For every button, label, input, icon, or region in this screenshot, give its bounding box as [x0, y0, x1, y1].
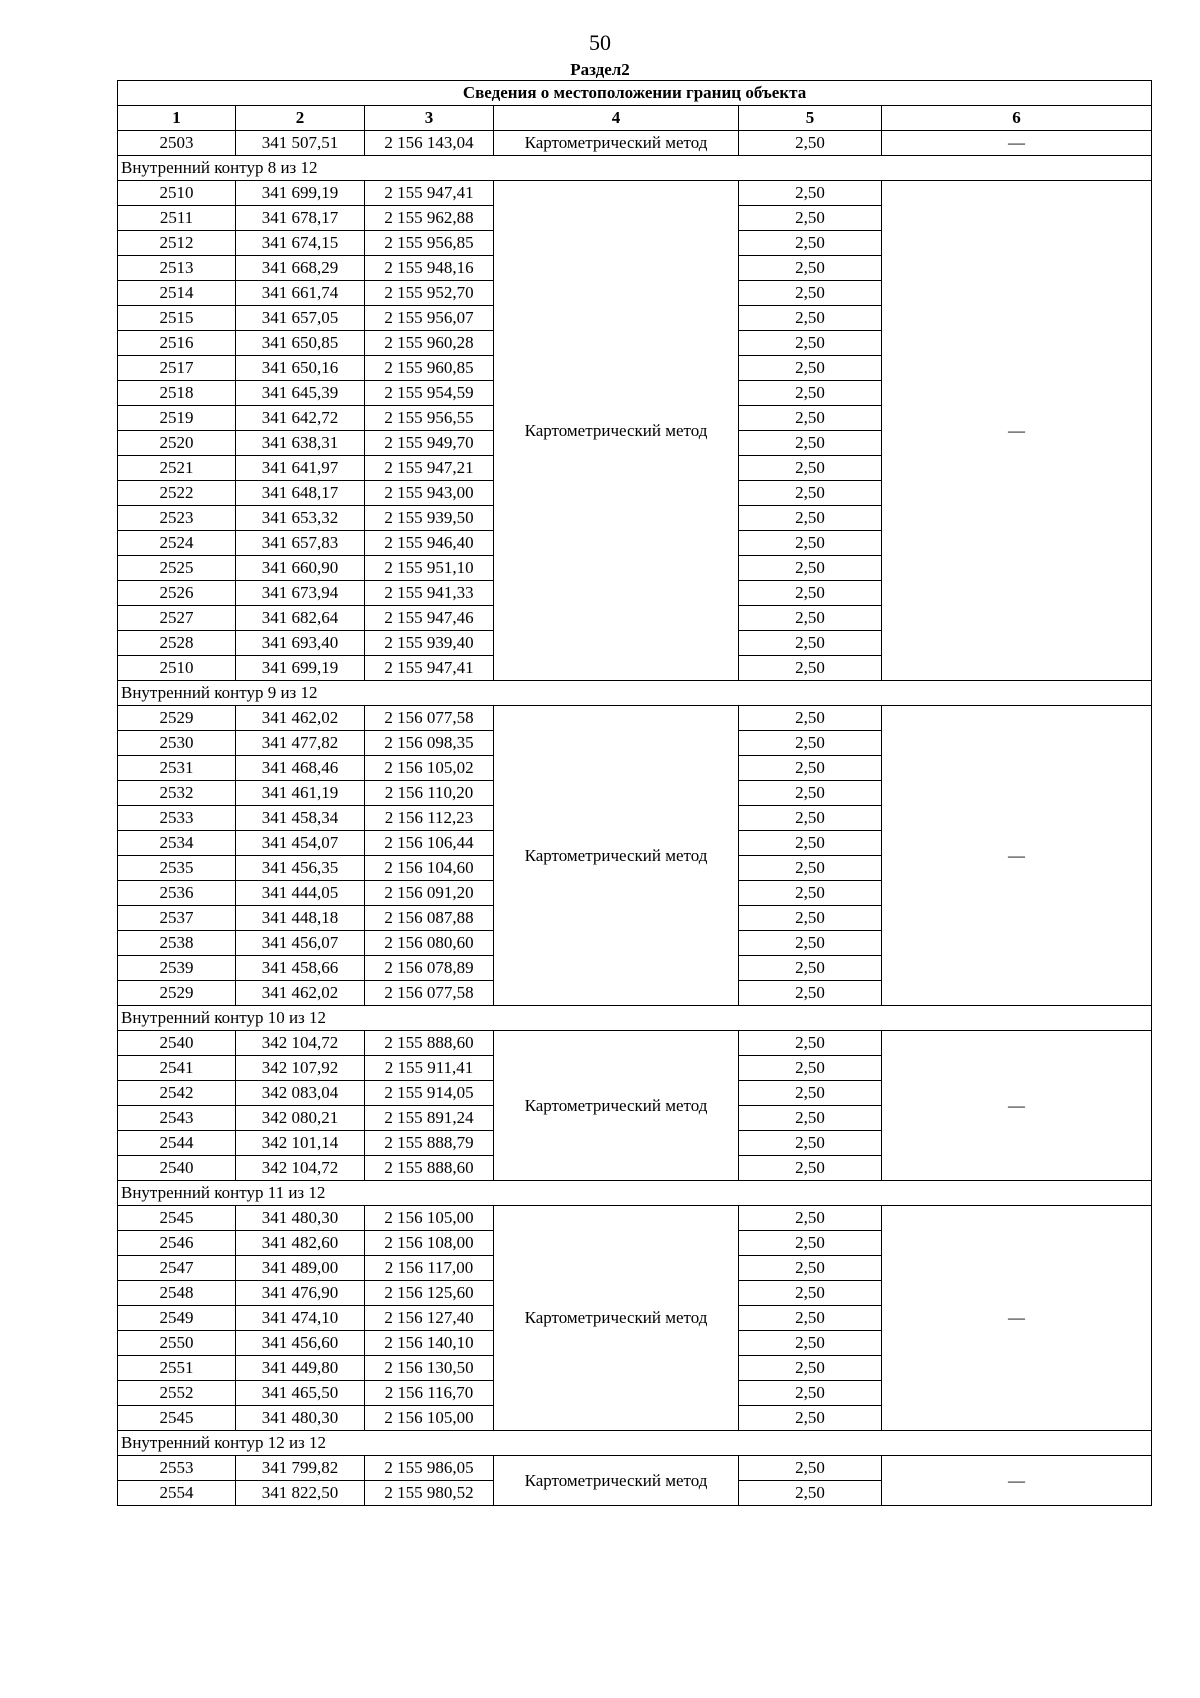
coordinate-y: 2 156 116,70: [365, 1381, 494, 1406]
point-number: 2542: [118, 1081, 236, 1106]
coordinate-y: 2 156 112,23: [365, 806, 494, 831]
point-number: 2533: [118, 806, 236, 831]
dash-cell: —: [882, 1031, 1152, 1181]
precision-value: 2,50: [739, 481, 882, 506]
precision-value: 2,50: [739, 1406, 882, 1431]
coordinate-x: 341 650,85: [236, 331, 365, 356]
dash-cell: —: [882, 1456, 1152, 1506]
point-number: 2517: [118, 356, 236, 381]
coordinate-y: 2 156 080,60: [365, 931, 494, 956]
precision-value: 2,50: [739, 1256, 882, 1281]
dash-cell: —: [882, 131, 1152, 156]
precision-value: 2,50: [739, 1381, 882, 1406]
table-row: [118, 1456, 1152, 1481]
dash-cell: —: [882, 706, 1152, 1006]
precision-value: 2,50: [739, 956, 882, 981]
coordinate-x: 341 477,82: [236, 731, 365, 756]
coordinate-x: 341 462,02: [236, 981, 365, 1006]
coordinate-x: 341 489,00: [236, 1256, 365, 1281]
coordinate-y: 2 156 130,50: [365, 1356, 494, 1381]
coordinate-x: 342 104,72: [236, 1031, 365, 1056]
coordinate-x: 341 449,80: [236, 1356, 365, 1381]
coordinate-y: 2 156 108,00: [365, 1231, 494, 1256]
coordinate-x: 341 461,19: [236, 781, 365, 806]
point-number: 2513: [118, 256, 236, 281]
column-header: 3: [365, 106, 494, 131]
precision-value: 2,50: [739, 881, 882, 906]
coordinate-x: 341 465,50: [236, 1381, 365, 1406]
precision-value: 2,50: [739, 1156, 882, 1181]
coordinate-x: 342 107,92: [236, 1056, 365, 1081]
coordinate-x: 341 682,64: [236, 606, 365, 631]
coordinate-x: 341 645,39: [236, 381, 365, 406]
coordinate-x: 341 642,72: [236, 406, 365, 431]
precision-value: 2,50: [739, 406, 882, 431]
point-number: 2552: [118, 1381, 236, 1406]
point-number: 2516: [118, 331, 236, 356]
coordinate-x: 341 454,07: [236, 831, 365, 856]
coordinate-y: 2 155 948,16: [365, 256, 494, 281]
point-number: 2548: [118, 1281, 236, 1306]
coordinate-y: 2 155 960,28: [365, 331, 494, 356]
precision-value: 2,50: [739, 131, 882, 156]
point-number: 2540: [118, 1156, 236, 1181]
contour-title: Внутренний контур 10 из 12: [118, 1006, 1152, 1031]
column-header: 1: [118, 106, 236, 131]
table-row: [118, 706, 1152, 731]
coordinate-y: 2 155 952,70: [365, 281, 494, 306]
point-number: 2528: [118, 631, 236, 656]
contour-header-row: [118, 1181, 1152, 1206]
coordinate-x: 341 678,17: [236, 206, 365, 231]
point-number: 2540: [118, 1031, 236, 1056]
coordinate-y: 2 155 914,05: [365, 1081, 494, 1106]
precision-value: 2,50: [739, 931, 882, 956]
column-header: 4: [494, 106, 739, 131]
point-number: 2549: [118, 1306, 236, 1331]
coordinate-x: 341 657,83: [236, 531, 365, 556]
coordinate-y: 2 155 911,41: [365, 1056, 494, 1081]
coordinate-x: 341 822,50: [236, 1481, 365, 1506]
table-caption: Сведения о местоположении границ объекта: [118, 81, 1152, 106]
point-number: 2550: [118, 1331, 236, 1356]
coordinate-y: 2 156 104,60: [365, 856, 494, 881]
contour-header-row: [118, 681, 1152, 706]
coordinate-x: 341 799,82: [236, 1456, 365, 1481]
precision-value: 2,50: [739, 1131, 882, 1156]
coordinate-x: 342 104,72: [236, 1156, 365, 1181]
dash-cell: —: [882, 1206, 1152, 1431]
coordinate-y: 2 155 954,59: [365, 381, 494, 406]
table-body: [118, 81, 1152, 1506]
point-number: 2537: [118, 906, 236, 931]
coordinate-x: 341 660,90: [236, 556, 365, 581]
coordinate-y: 2 156 098,35: [365, 731, 494, 756]
precision-value: 2,50: [739, 731, 882, 756]
coordinate-x: 341 648,17: [236, 481, 365, 506]
coordinate-y: 2 155 946,40: [365, 531, 494, 556]
coordinate-y: 2 155 956,85: [365, 231, 494, 256]
coordinate-y: 2 155 888,60: [365, 1031, 494, 1056]
coordinate-y: 2 155 986,05: [365, 1456, 494, 1481]
precision-value: 2,50: [739, 831, 882, 856]
coordinate-x: 341 456,60: [236, 1331, 365, 1356]
contour-title: Внутренний контур 11 из 12: [118, 1181, 1152, 1206]
point-number: 2519: [118, 406, 236, 431]
point-number: 2510: [118, 656, 236, 681]
precision-value: 2,50: [739, 1281, 882, 1306]
point-number: 2525: [118, 556, 236, 581]
coordinate-y: 2 155 947,41: [365, 181, 494, 206]
coordinate-y: 2 156 117,00: [365, 1256, 494, 1281]
precision-value: 2,50: [739, 656, 882, 681]
point-number: 2546: [118, 1231, 236, 1256]
precision-value: 2,50: [739, 381, 882, 406]
contour-title: Внутренний контур 8 из 12: [118, 156, 1152, 181]
contour-header-row: [118, 1006, 1152, 1031]
method-cell: Картометрический метод: [494, 706, 739, 1006]
coordinate-y: 2 155 941,33: [365, 581, 494, 606]
precision-value: 2,50: [739, 1081, 882, 1106]
coordinate-x: 342 080,21: [236, 1106, 365, 1131]
point-number: 2522: [118, 481, 236, 506]
point-number: 2545: [118, 1206, 236, 1231]
coordinate-y: 2 156 105,00: [365, 1406, 494, 1431]
contour-header-row: [118, 156, 1152, 181]
point-number: 2530: [118, 731, 236, 756]
precision-value: 2,50: [739, 1206, 882, 1231]
coordinate-y: 2 156 105,02: [365, 756, 494, 781]
point-number: 2529: [118, 981, 236, 1006]
point-number: 2524: [118, 531, 236, 556]
point-number: 2515: [118, 306, 236, 331]
coordinate-y: 2 156 077,58: [365, 981, 494, 1006]
precision-value: 2,50: [739, 631, 882, 656]
coordinate-y: 2 155 951,10: [365, 556, 494, 581]
precision-value: 2,50: [739, 806, 882, 831]
precision-value: 2,50: [739, 781, 882, 806]
coordinate-x: 341 444,05: [236, 881, 365, 906]
coordinate-x: 341 474,10: [236, 1306, 365, 1331]
coordinate-x: 341 650,16: [236, 356, 365, 381]
contour-title: Внутренний контур 12 из 12: [118, 1431, 1152, 1456]
precision-value: 2,50: [739, 1106, 882, 1131]
precision-value: 2,50: [739, 231, 882, 256]
precision-value: 2,50: [739, 256, 882, 281]
coordinate-y: 2 155 956,55: [365, 406, 494, 431]
coordinate-y: 2 155 939,40: [365, 631, 494, 656]
coordinate-y: 2 155 888,79: [365, 1131, 494, 1156]
point-number: 2514: [118, 281, 236, 306]
precision-value: 2,50: [739, 981, 882, 1006]
coordinate-y: 2 155 947,21: [365, 456, 494, 481]
coordinate-x: 341 480,30: [236, 1406, 365, 1431]
coordinate-y: 2 155 888,60: [365, 1156, 494, 1181]
coordinate-x: 341 674,15: [236, 231, 365, 256]
boundary-coordinates-table: [117, 80, 1152, 1506]
precision-value: 2,50: [739, 431, 882, 456]
coordinate-y: 2 155 943,00: [365, 481, 494, 506]
coordinate-x: 342 083,04: [236, 1081, 365, 1106]
precision-value: 2,50: [739, 906, 882, 931]
precision-value: 2,50: [739, 181, 882, 206]
point-number: 2526: [118, 581, 236, 606]
precision-value: 2,50: [739, 456, 882, 481]
point-number: 2531: [118, 756, 236, 781]
coordinate-x: 341 456,35: [236, 856, 365, 881]
precision-value: 2,50: [739, 856, 882, 881]
column-header: 6: [882, 106, 1152, 131]
coordinate-x: 341 458,34: [236, 806, 365, 831]
coordinate-y: 2 156 091,20: [365, 881, 494, 906]
point-number: 2541: [118, 1056, 236, 1081]
coordinate-x: 341 448,18: [236, 906, 365, 931]
coordinate-x: 341 641,97: [236, 456, 365, 481]
section-title: Раздел2: [570, 60, 630, 79]
coordinate-y: 2 156 078,89: [365, 956, 494, 981]
coordinate-x: 341 482,60: [236, 1231, 365, 1256]
precision-value: 2,50: [739, 1231, 882, 1256]
precision-value: 2,50: [739, 1456, 882, 1481]
point-number: 2512: [118, 231, 236, 256]
method-cell: Картометрический метод: [494, 1031, 739, 1181]
point-number: 2529: [118, 706, 236, 731]
point-number: 2547: [118, 1256, 236, 1281]
dash-cell: —: [882, 181, 1152, 681]
coordinate-y: 2 155 980,52: [365, 1481, 494, 1506]
method-cell: Картометрический метод: [494, 131, 739, 156]
page-number: 50: [589, 30, 611, 55]
column-header: 5: [739, 106, 882, 131]
precision-value: 2,50: [739, 1481, 882, 1506]
table-row: [118, 1031, 1152, 1056]
point-number: 2545: [118, 1406, 236, 1431]
coordinate-y: 2 156 143,04: [365, 131, 494, 156]
coordinate-y: 2 156 105,00: [365, 1206, 494, 1231]
point-number: 2510: [118, 181, 236, 206]
point-number: 2543: [118, 1106, 236, 1131]
precision-value: 2,50: [739, 756, 882, 781]
contour-title: Внутренний контур 9 из 12: [118, 681, 1152, 706]
point-number: 2518: [118, 381, 236, 406]
coordinate-x: 341 458,66: [236, 956, 365, 981]
coordinate-y: 2 155 949,70: [365, 431, 494, 456]
coordinate-x: 341 476,90: [236, 1281, 365, 1306]
coordinate-x: 341 468,46: [236, 756, 365, 781]
coordinate-y: 2 155 960,85: [365, 356, 494, 381]
coordinate-y: 2 155 962,88: [365, 206, 494, 231]
precision-value: 2,50: [739, 281, 882, 306]
precision-value: 2,50: [739, 1056, 882, 1081]
coordinate-x: 341 462,02: [236, 706, 365, 731]
point-number: 2535: [118, 856, 236, 881]
precision-value: 2,50: [739, 1356, 882, 1381]
point-number: 2527: [118, 606, 236, 631]
table-caption-row: [118, 81, 1152, 106]
point-number: 2553: [118, 1456, 236, 1481]
point-number: 2551: [118, 1356, 236, 1381]
point-number: 2536: [118, 881, 236, 906]
precision-value: 2,50: [739, 1031, 882, 1056]
coordinate-x: 341 480,30: [236, 1206, 365, 1231]
coordinate-y: 2 156 125,60: [365, 1281, 494, 1306]
precision-value: 2,50: [739, 706, 882, 731]
precision-value: 2,50: [739, 206, 882, 231]
coordinate-x: 341 638,31: [236, 431, 365, 456]
coordinate-x: 342 101,14: [236, 1131, 365, 1156]
coordinate-y: 2 155 956,07: [365, 306, 494, 331]
precision-value: 2,50: [739, 581, 882, 606]
column-header: 2: [236, 106, 365, 131]
coordinate-y: 2 156 077,58: [365, 706, 494, 731]
coordinate-x: 341 668,29: [236, 256, 365, 281]
point-number: 2554: [118, 1481, 236, 1506]
precision-value: 2,50: [739, 606, 882, 631]
coordinate-x: 341 657,05: [236, 306, 365, 331]
method-cell: Картометрический метод: [494, 181, 739, 681]
point-number: 2503: [118, 131, 236, 156]
precision-value: 2,50: [739, 531, 882, 556]
coordinate-x: 341 507,51: [236, 131, 365, 156]
coordinate-y: 2 155 939,50: [365, 506, 494, 531]
table-row: [118, 181, 1152, 206]
point-number: 2532: [118, 781, 236, 806]
point-number: 2511: [118, 206, 236, 231]
precision-value: 2,50: [739, 1331, 882, 1356]
coordinate-y: 2 156 140,10: [365, 1331, 494, 1356]
coordinate-x: 341 699,19: [236, 656, 365, 681]
method-cell: Картометрический метод: [494, 1206, 739, 1431]
point-number: 2534: [118, 831, 236, 856]
method-cell: Картометрический метод: [494, 1456, 739, 1506]
precision-value: 2,50: [739, 556, 882, 581]
point-number: 2538: [118, 931, 236, 956]
precision-value: 2,50: [739, 506, 882, 531]
table-row: [118, 1206, 1152, 1231]
point-number: 2521: [118, 456, 236, 481]
coordinate-y: 2 155 947,46: [365, 606, 494, 631]
coordinate-y: 2 156 106,44: [365, 831, 494, 856]
point-number: 2523: [118, 506, 236, 531]
coordinate-y: 2 155 947,41: [365, 656, 494, 681]
coordinate-x: 341 693,40: [236, 631, 365, 656]
point-number: 2539: [118, 956, 236, 981]
precision-value: 2,50: [739, 1306, 882, 1331]
coordinate-y: 2 156 110,20: [365, 781, 494, 806]
coordinate-y: 2 156 127,40: [365, 1306, 494, 1331]
contour-header-row: [118, 1431, 1152, 1456]
point-number: 2544: [118, 1131, 236, 1156]
coordinate-x: 341 673,94: [236, 581, 365, 606]
precision-value: 2,50: [739, 306, 882, 331]
coordinate-x: 341 653,32: [236, 506, 365, 531]
coordinate-y: 2 155 891,24: [365, 1106, 494, 1131]
coordinate-x: 341 661,74: [236, 281, 365, 306]
point-number: 2520: [118, 431, 236, 456]
coordinate-x: 341 699,19: [236, 181, 365, 206]
precision-value: 2,50: [739, 356, 882, 381]
coordinate-x: 341 456,07: [236, 931, 365, 956]
coordinate-y: 2 156 087,88: [365, 906, 494, 931]
table-row: [118, 131, 1152, 156]
precision-value: 2,50: [739, 331, 882, 356]
table-header-row: [118, 106, 1152, 131]
